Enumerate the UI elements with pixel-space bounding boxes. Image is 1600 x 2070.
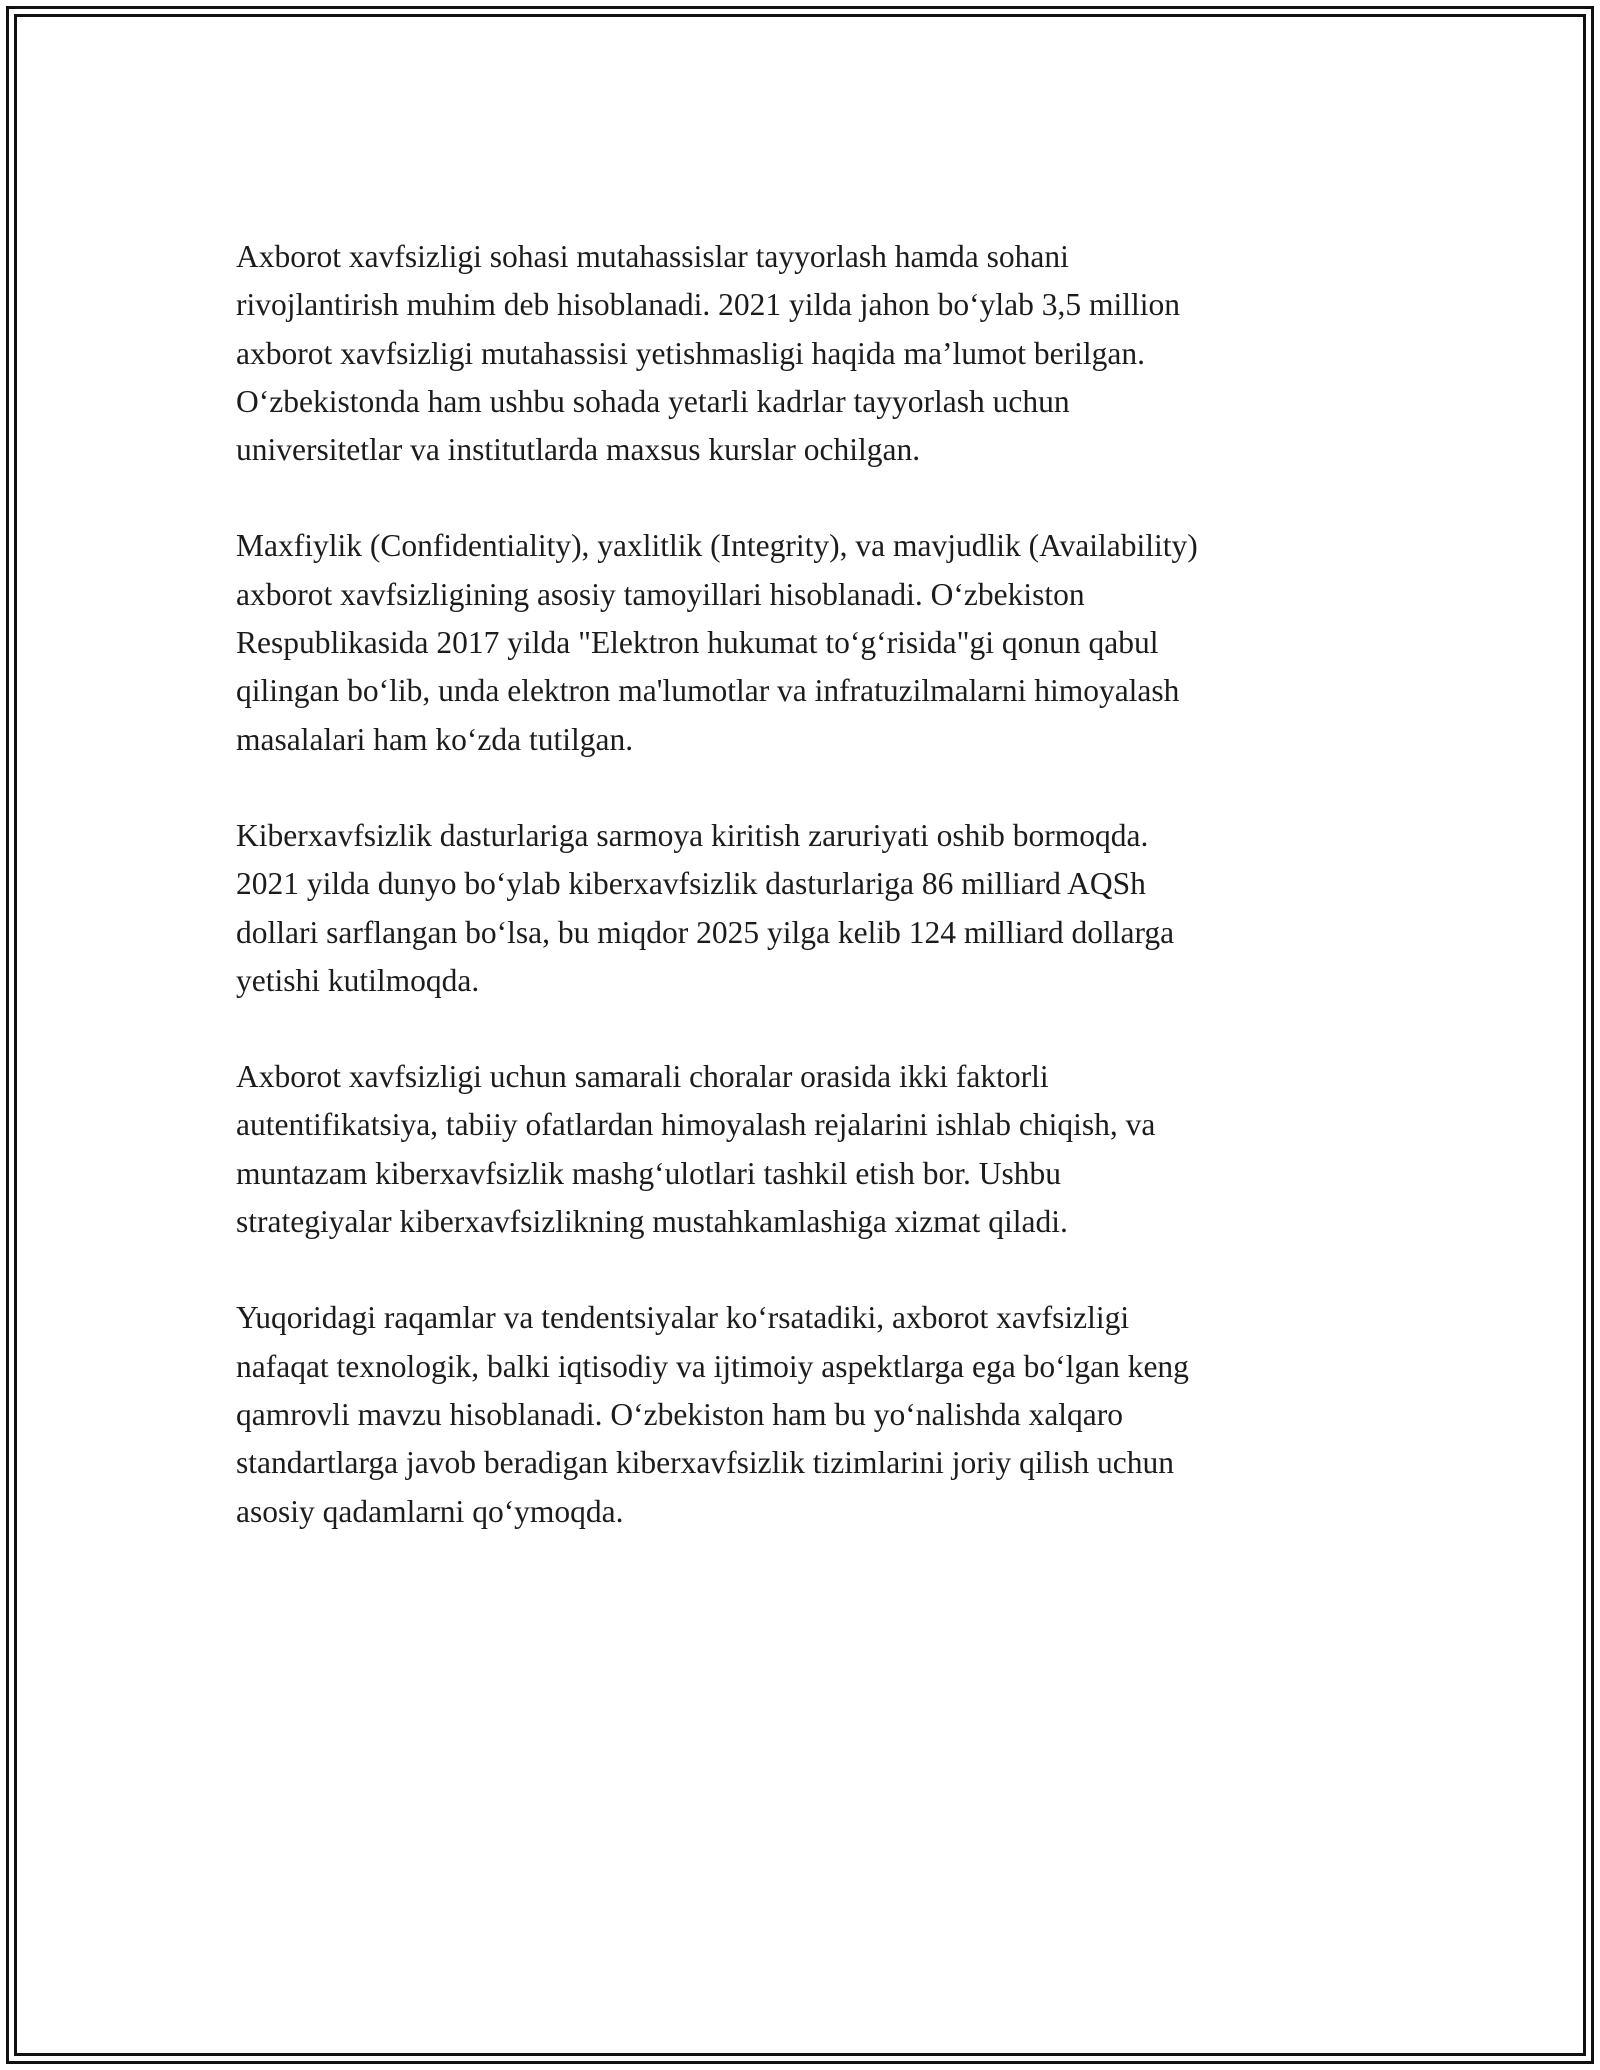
text-line: Respublikasida 2017 yilda "Elektron hukumat to‘g‘risida"gi qonun qabul (236, 625, 1159, 661)
text-line: 2021 yilda dunyo bo‘ylab kiberxavfsizlik dasturlariga 86 milliard AQSh (236, 866, 1146, 902)
text-line: qilingan bo‘lib, unda elektron ma'lumotlar va infratuzilmalarni himoyalash (236, 673, 1180, 709)
text-line: Yuqoridagi raqamlar va tendentsiyalar ko‘rsatadiki, axborot xavfsizligi (236, 1300, 1130, 1336)
text-line: muntazam kiberxavfsizlik mashg‘ulotlari tashkil etish bor. Ushbu (236, 1155, 1061, 1191)
text-line: rivojlantirish muhim deb hisoblanadi. 2021 yilda jahon bo‘ylab 3,5 million (236, 287, 1181, 323)
text-line: Kiberxavfsizlik dasturlariga sarmoya kiritish zaruriyati oshib bormoqda. (236, 817, 1149, 853)
text-line: standartlarga javob beradigan kiberxavfsizlik tizimlarini joriy qilish uchun (236, 1445, 1175, 1481)
text-line: asosiy qadamlarni qo‘ymoqda. (236, 1493, 624, 1529)
text-line: Maxfiylik (Confidentiality), yaxlitlik (Integrity), va mavjudlik (Availability) (236, 528, 1198, 564)
text-line: universitetlar va institutlarda maxsus kurslar ochilgan. (236, 432, 921, 468)
text-line: Axborot xavfsizligi uchun samarali choralar orasida ikki faktorli (236, 1059, 1049, 1095)
text-line: yetishi kutilmoqda. (236, 962, 480, 998)
text-line: O‘zbekistonda ham ushbu sohada yetarli kadrlar tayyorlash uchun (236, 383, 1070, 419)
text-line: qamrovli mavzu hisoblanadi. O‘zbekiston ham bu yo‘nalishda xalqaro (236, 1396, 1124, 1432)
text-line: dollari sarflangan bo‘lsa, bu miqdor 2025 yilga kelib 124 milliard dollarga (236, 914, 1175, 950)
text-line: axborot xavfsizligining asosiy tamoyillari hisoblanadi. O‘zbekiston (236, 576, 1085, 612)
text-line: autentifikatsiya, tabiiy ofatlardan himoyalash rejalarini ishlab chiqish, va (236, 1107, 1156, 1143)
text-line: axborot xavfsizligi mutahassisi yetishmasligi haqida ma’lumot berilgan. (236, 335, 1145, 371)
paragraph-2 (236, 522, 1386, 763)
paragraph-5 (236, 1294, 1386, 1535)
document-body (236, 233, 1386, 1584)
text-line: nafaqat texnologik, balki iqtisodiy va ijtimoiy aspektlarga ega bo‘lgan keng (236, 1348, 1189, 1384)
text-line: masalalari ham ko‘zda tutilgan. (236, 721, 634, 757)
paragraph-1 (236, 233, 1386, 474)
text-line: strategiyalar kiberxavfsizlikning mustahkamlashiga xizmat qiladi. (236, 1204, 1068, 1240)
paragraph-3 (236, 812, 1386, 1005)
text-line: Axborot xavfsizligi sohasi mutahassislar tayyorlash hamda sohani (236, 239, 1069, 274)
paragraph-4 (236, 1053, 1386, 1246)
